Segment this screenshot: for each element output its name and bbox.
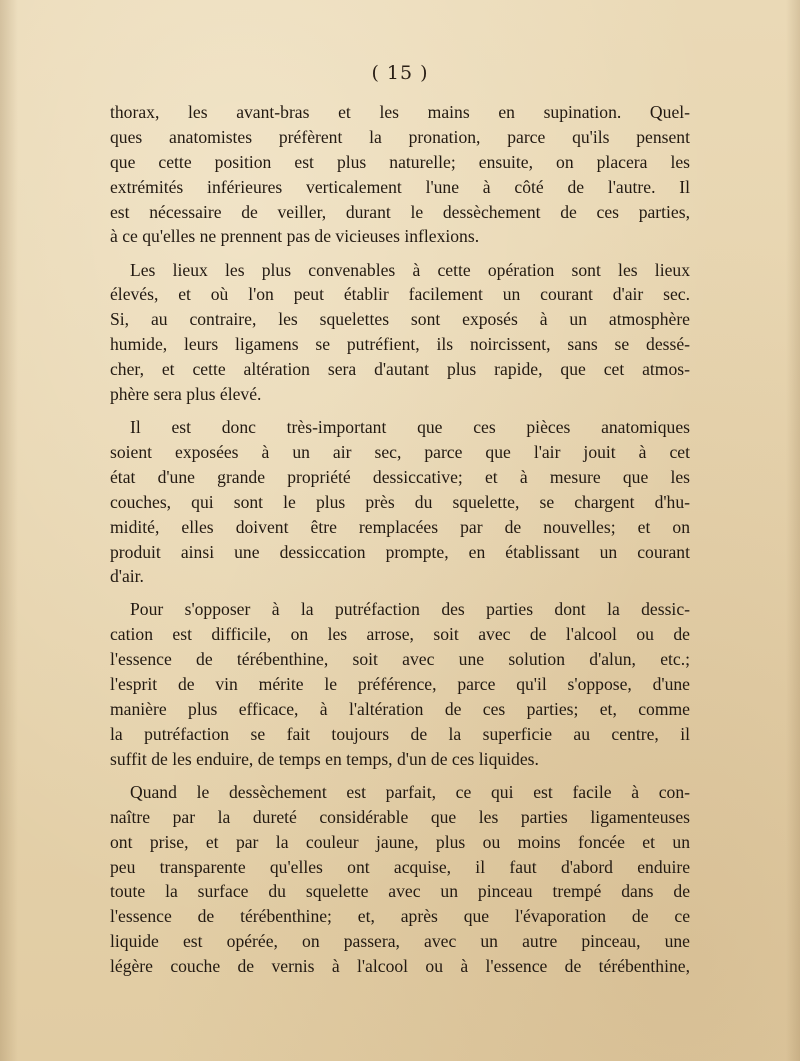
text-line: naître par la dureté considérable que les parties ligamenteuses [110,806,690,827]
text-line: manière plus efficace, à l'altération de ces parties; et, comme [110,699,690,720]
text-line: est nécessaire de veiller, durant le dessèchement de ces parties, [110,201,690,222]
text-line: l'essence de térébenthine; et, après que l'évaporation de ce [110,906,690,927]
text-line: suffit de les enduire, de temps en temps, d'un de ces liquides. [110,748,539,769]
text-line: midité, elles doivent être remplacées par de nouvelles; et on [110,516,690,537]
text-line: couches, qui sont le plus près du squelette, se chargent d'hu- [110,491,690,512]
text-line: légère couche de vernis à l'alcool ou à l'essence de térébenthine, [110,956,690,977]
paragraph [110,258,690,407]
text-line: cation est difficile, on les arrose, soit avec de l'alcool ou de [110,624,690,645]
text-line: soient exposées à un air sec, parce que l'air jouit à cet [110,441,690,462]
text-line: la putréfaction se fait toujours de la superficie au centre, il [110,723,690,744]
text-line: l'esprit de vin mérite le préférence, parce qu'il s'oppose, d'une [110,674,690,695]
text-line: Les lieux les plus convenables à cette opération sont les lieux [130,259,690,280]
text-line: thorax, les avant-bras et les mains en supination. Quel- [110,102,690,122]
paragraph [110,100,690,249]
text-line: à ce qu'elles ne prennent pas de vicieuses inflexions. [110,226,480,247]
text-line: cher, et cette altération sera d'autant plus rapide, que cet atmos- [110,359,690,380]
text-line: ques anatomistes préfèrent la pronation, parce qu'ils pensent [110,126,690,147]
body-text [110,100,690,987]
page-number: ( 15 ) [371,62,429,84]
text-line: Il est donc très-important que ces pièces anatomiques [130,417,690,438]
text-line: Quand le dessèchement est parfait, ce qui est facile à con- [130,781,690,802]
paragraph [110,780,690,979]
text-line: Si, au contraire, les squelettes sont exposés à un atmosphère [110,309,690,330]
text-line: d'air. [110,566,144,587]
text-line: liquide est opérée, on passera, avec un autre pinceau, une [110,931,690,952]
text-line: toute la surface du squelette avec un pinceau trempé dans de [110,881,690,902]
text-line: état d'une grande propriété dessiccative; et à mesure que les [110,466,690,487]
text-line: ont prise, et par la couleur jaune, plus ou moins foncée et un [110,831,690,852]
text-line: produit ainsi une dessiccation prompte, en établissant un courant [110,541,690,562]
text-line: Pour s'opposer à la putréfaction des parties dont la dessic- [130,599,690,620]
text-line: l'essence de térébenthine, soit avec une solution d'alun, etc.; [110,649,690,670]
paragraph [110,597,690,771]
text-line: peu transparente qu'elles ont acquise, il faut d'abord enduire [110,856,690,877]
paragraph [110,415,690,589]
text-line: que cette position est plus naturelle; ensuite, on placera les [110,151,690,172]
text-line: extrémités inférieures verticalement l'une à côté de l'autre. Il [110,176,690,197]
text-line: humide, leurs ligamens se putréfient, ils noircissent, sans se dessé- [110,334,690,355]
text-line: phère sera plus élevé. [110,383,262,404]
text-line: élevés, et où l'on peut établir facilement un courant d'air sec. [110,284,690,305]
